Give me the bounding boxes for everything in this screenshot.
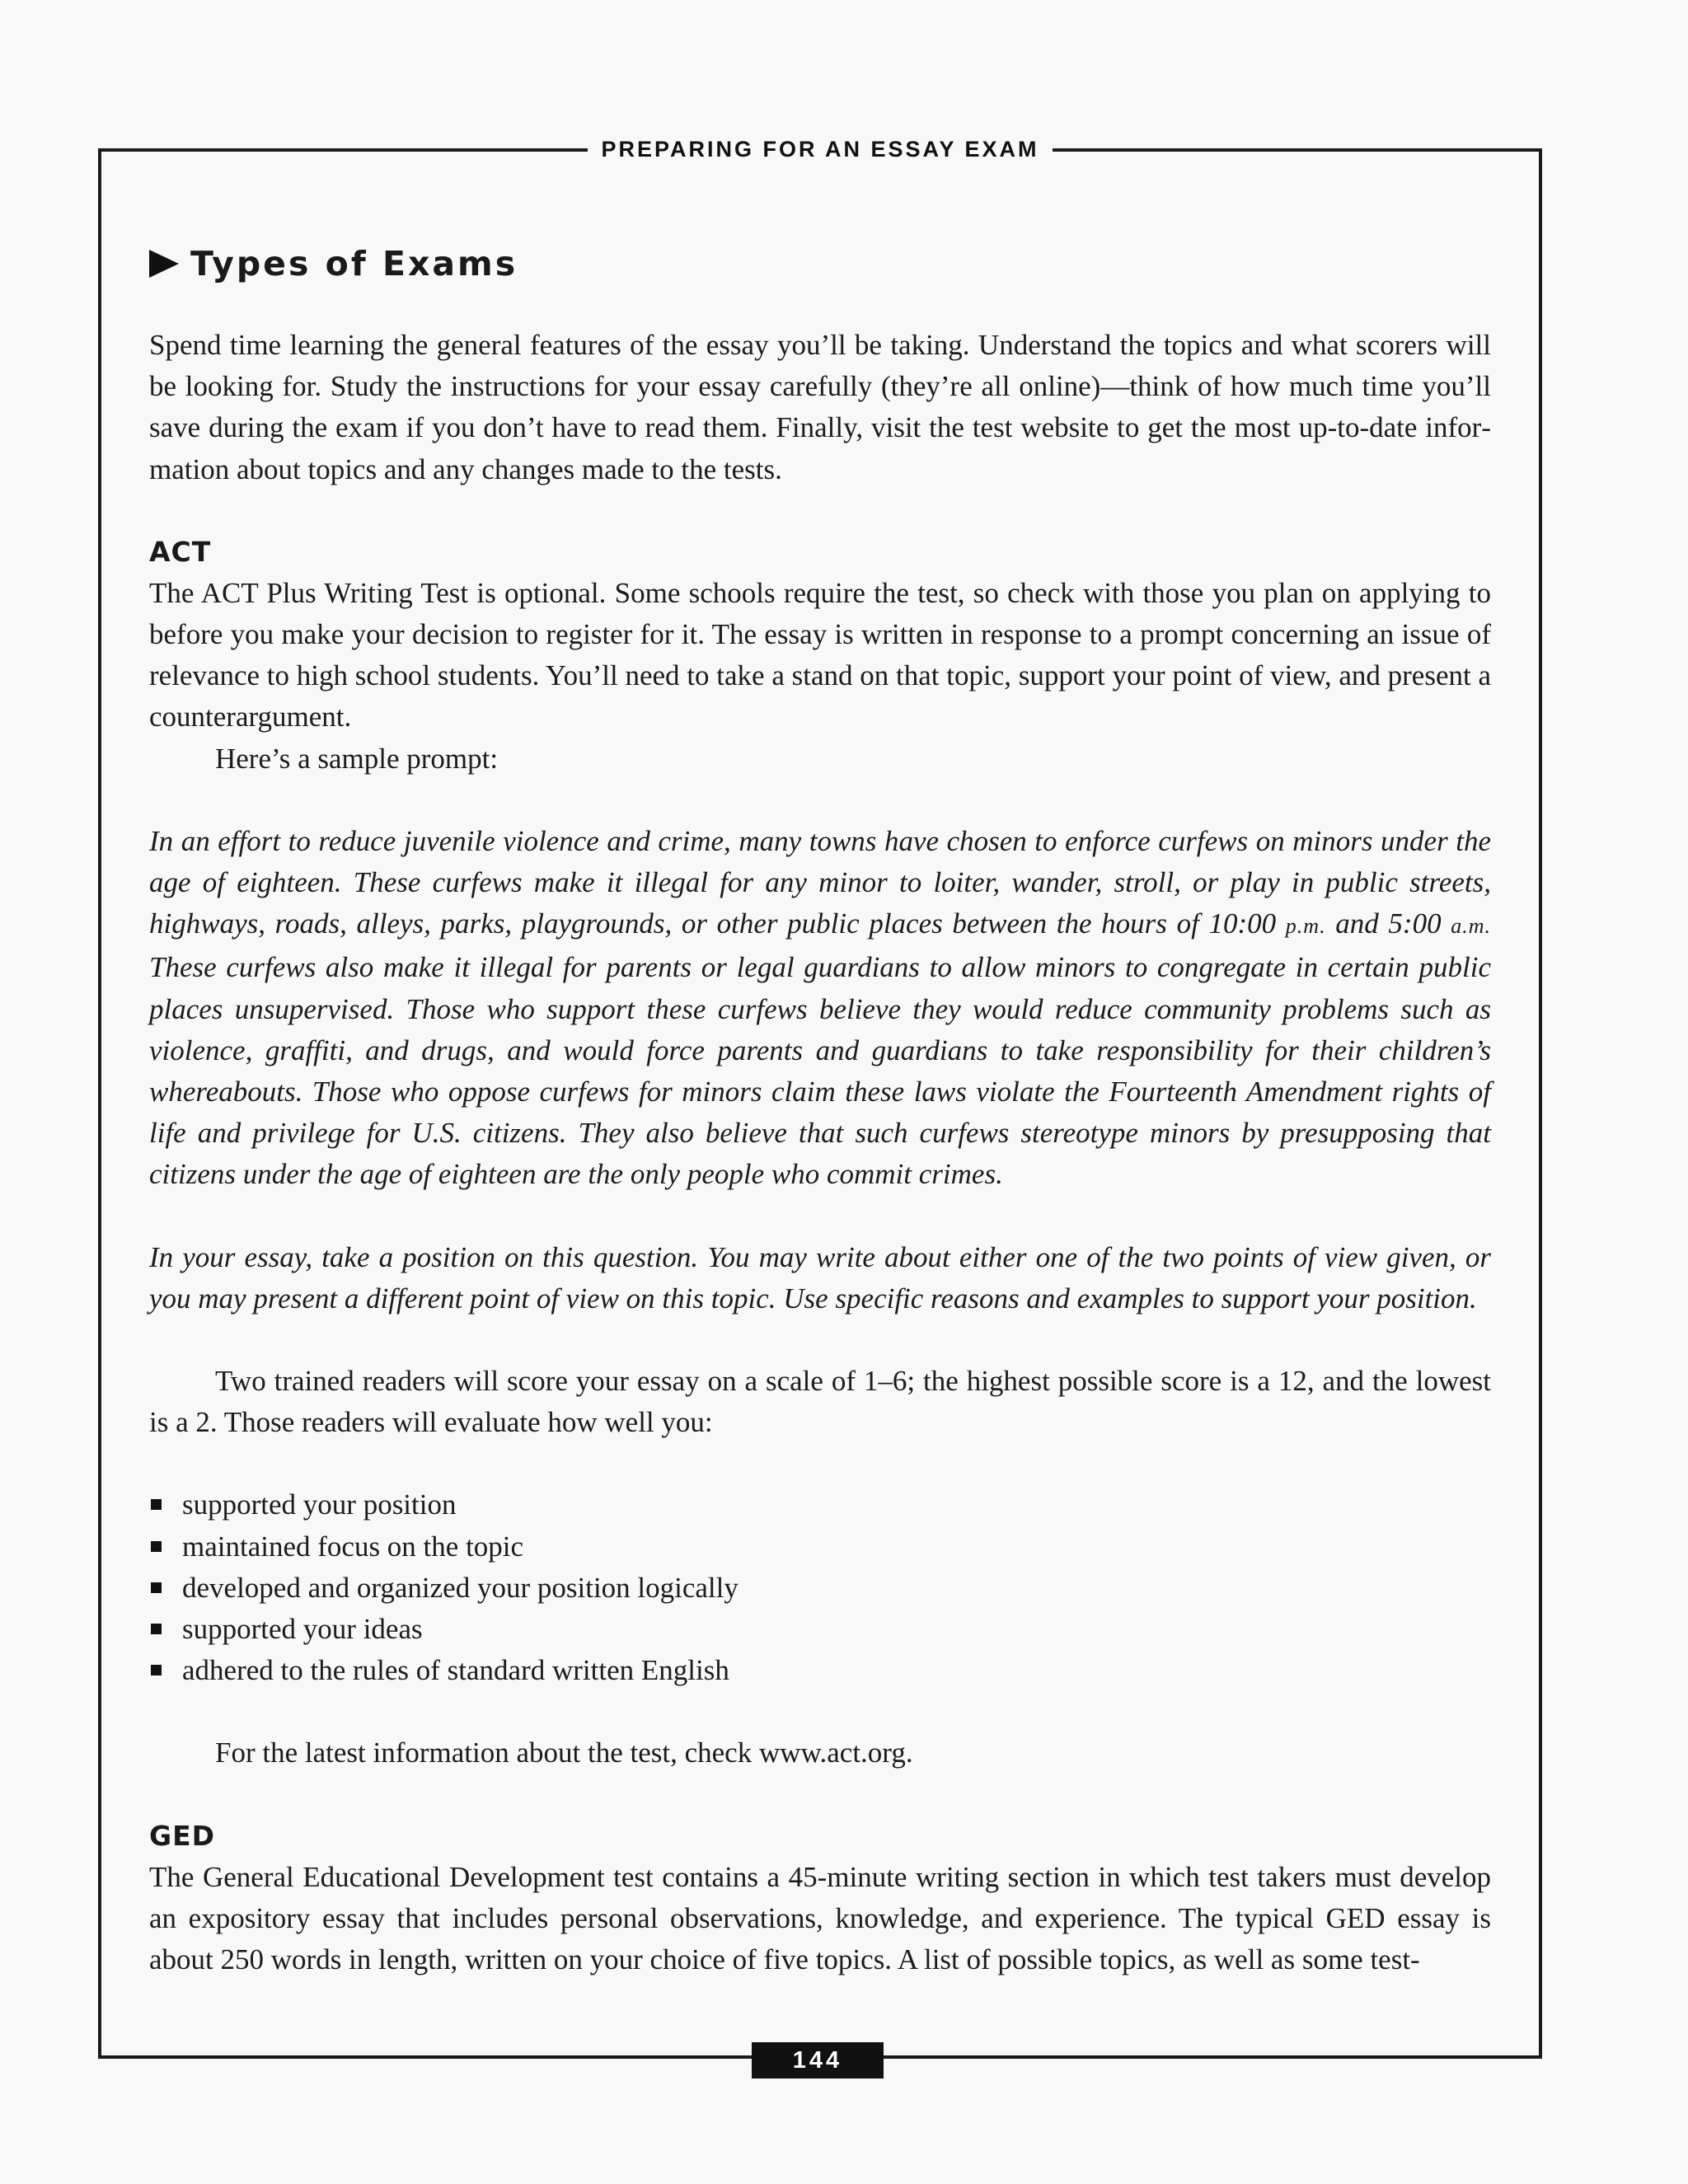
square-bullet-icon — [151, 1624, 162, 1634]
latest-info-paragraph: For the latest information about the test, check www.act.org. — [215, 1736, 913, 1769]
sample-prompt — [149, 821, 1491, 1196]
section-heading — [149, 239, 1491, 288]
ged-heading: GED — [149, 1819, 216, 1852]
list-item — [149, 1650, 1491, 1691]
page-content — [149, 239, 1491, 1980]
scoring-paragraph: Two trained readers will score your essay on a scale of 1–6; the highest possible score is a 12, and the lowest is a 2. Those readers will evaluate how well you: — [149, 1365, 1491, 1439]
act-paragraph: The ACT Plus Writing Test is optional. Some schools require the test, so check with those you plan on applying to before you make your decision to register for it. The essay is written in response to a prompt concerning an issue of relevance to high school students. You’ll need to take a stand on that topic, support your point of view, and present a counterargument. — [149, 576, 1491, 733]
running-head — [0, 135, 1640, 168]
list-item — [149, 1568, 1491, 1609]
section-title: Types of Exams — [190, 243, 518, 284]
list-item-text: adhered to the rules of standard written English — [182, 1654, 729, 1687]
list-item-text: supported your ideas — [182, 1613, 423, 1646]
square-bullet-icon — [151, 1541, 162, 1552]
ged-paragraph: The General Educational Development test contains a 45-minute writing section in which test takers must develop an expository essay that includes personal observations, knowledge, and experience. The typical GED essay is about 250 words in length, written on your choice of five topics. A list of possible topics, as well as some test- — [149, 1860, 1491, 1976]
list-item-text: developed and organized your position logically — [182, 1571, 738, 1604]
triangle-arrow-icon — [149, 250, 179, 278]
square-bullet-icon — [151, 1499, 162, 1510]
prompt-pm: p.m. — [1285, 914, 1326, 939]
list-item — [149, 1484, 1491, 1526]
list-item-text: supported your position — [182, 1488, 457, 1521]
list-item — [149, 1526, 1491, 1568]
page-number: 144 — [752, 2042, 884, 2079]
prompt-am: a.m. — [1451, 914, 1492, 939]
intro-paragraph: Spend time learning the general features of the essay you’ll be taking. Understand the topics and what scorers will be looking for. Study the instructions for your essay carefully (they’re all online)—think of how much time you’ll save during the exam if you don’t have to read them. Finally, visit the test website to get the most up-to-date information about topics and any changes made to the tests. — [149, 329, 1491, 485]
sample-prompt-intro: Here’s a sample prompt: — [215, 742, 499, 775]
prompt-text-part1: In an effort to reduce juvenile violence and crime, many towns have chosen to enforce curfews on minors under the age of eighteen. These curfews make it illegal for any minor to loiter, wander, stroll, or play in public streets, highways, roads, alleys, parks, playgrounds, or other public places between the hours of 10:00 — [149, 824, 1491, 940]
prompt-text-part2: and 5:00 — [1335, 907, 1442, 940]
running-head-text: PREPARING FOR AN ESSAY EXAM — [588, 137, 1052, 162]
list-item — [149, 1609, 1491, 1650]
square-bullet-icon — [151, 1665, 162, 1675]
list-item-text: maintained focus on the topic — [182, 1530, 524, 1563]
criteria-list — [149, 1484, 1491, 1691]
prompt-instructions: In your essay, take a position on this question. You may write about either one of the two points of view given, or you may present a different point of view on this topic. Use specific reasons and examples to support your position. — [149, 1240, 1491, 1315]
act-heading: ACT — [149, 535, 212, 568]
square-bullet-icon — [151, 1582, 162, 1593]
prompt-text-part3: These curfews also make it illegal for parents or legal guardians to allow minors to congregate in certain public places unsupervised. Those who support these curfews believe they would reduce community problems such as violence, graffiti, and drugs, and would force parents and guardians to take responsibility for their children’s whereabouts. Those who oppose curfews for minors claim these laws violate the Fourteenth Amendment rights of life and privilege for U.S. citizens. They also believe that such curfews stereotype minors by presupposing that citizens under the age of eighteen are the only people who commit crimes. — [149, 951, 1491, 1191]
